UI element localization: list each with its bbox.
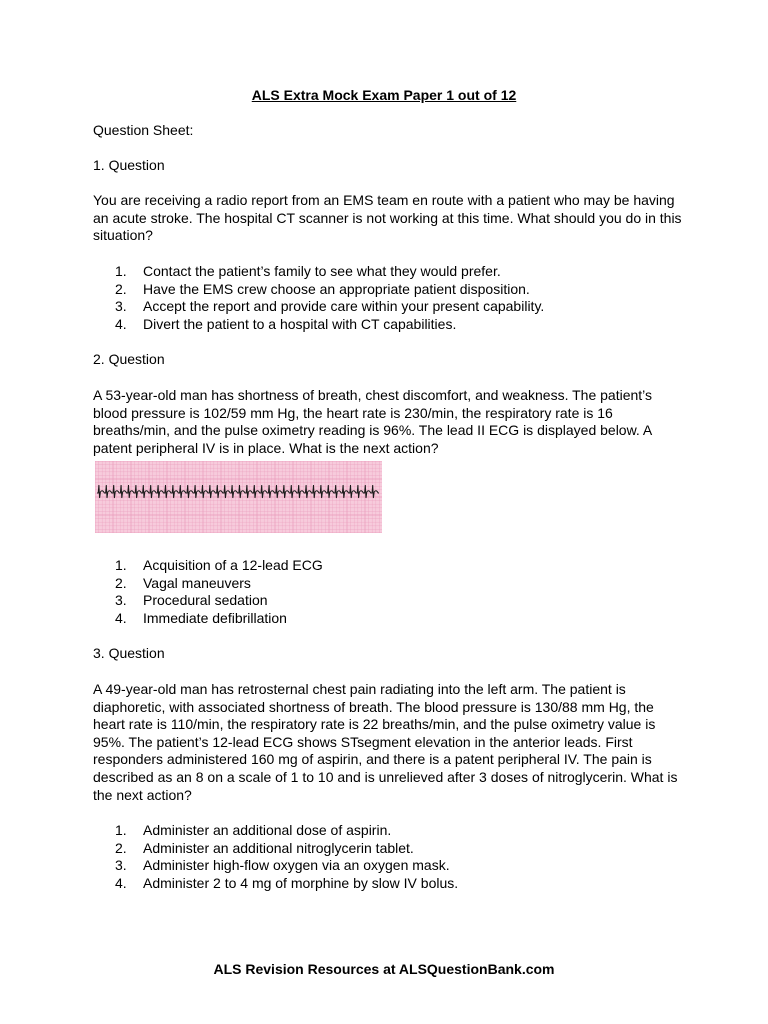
option-number: 2. bbox=[115, 574, 127, 591]
question-2-options bbox=[93, 557, 683, 627]
option-number: 1. bbox=[115, 557, 127, 573]
question-2-heading: 2. Question bbox=[93, 351, 165, 367]
option-text: Divert the patient to a hospital with CT capabilities. bbox=[143, 315, 457, 332]
option-item bbox=[93, 281, 683, 299]
question-1-text: You are receiving a radio report from an EMS team en route with a patient who may be having an acute stroke. The hospital CT scanner is not working at this time. What should you do in this situation? bbox=[93, 192, 682, 244]
option-text: Acquisition of a 12-lead ECG bbox=[143, 557, 323, 573]
option-item bbox=[93, 592, 683, 610]
option-text: Accept the report and provide care within your present capability. bbox=[143, 298, 545, 315]
question-3-text: A 49-year-old man has retrosternal chest pain radiating into the left arm. The patient is diaphoretic, with associated shortness of breath. The blood pressure is 130/88 mm Hg, the heart rate is 110/min, the respiratory rate is 22 breaths/min, and the pulse oximetry value is 95%. The patient’s 12-lead ECG shows STsegment elevation in the anterior leads. First responders administered 160 mg of aspirin, and there is a patent peripheral IV. The pain is described as an 8 on a scale of 1 to 10 and is unrelieved after 3 doses of nitroglycerin. What is the next action? bbox=[93, 681, 678, 803]
question-1-heading: 1. Question bbox=[93, 157, 165, 173]
option-number: 1. bbox=[115, 263, 127, 279]
page-title: ALS Extra Mock Exam Paper 1 out of 12 bbox=[251, 87, 517, 103]
option-item bbox=[93, 822, 683, 840]
option-number: 1. bbox=[115, 822, 127, 838]
question-2-text: A 53-year-old man has shortness of breath, chest discomfort, and weakness. The patient’s blood pressure is 102/59 mm Hg, the heart rate is 230/min, the respiratory rate is 16 breaths/min, and the pulse oximetry reading is 96%. The lead II ECG is displayed below. A patent peripheral IV is in place. What is the next action? bbox=[93, 387, 653, 456]
question-3-options bbox=[93, 822, 683, 892]
option-number: 3. bbox=[115, 857, 127, 874]
option-text: Administer high-flow oxygen via an oxygen mask. bbox=[143, 857, 450, 874]
option-text: Administer 2 to 4 mg of morphine by slow IV bolus. bbox=[143, 874, 459, 891]
ecg-grid bbox=[95, 461, 382, 533]
option-item bbox=[93, 316, 683, 334]
option-number: 2. bbox=[115, 839, 127, 856]
option-number: 4. bbox=[115, 874, 127, 891]
option-text: Administer an additional dose of aspirin. bbox=[143, 822, 392, 838]
option-text: Procedural sedation bbox=[143, 592, 268, 609]
option-number: 4. bbox=[115, 315, 127, 332]
option-number: 2. bbox=[115, 280, 127, 297]
option-text: Have the EMS crew choose an appropriate patient disposition. bbox=[143, 280, 530, 297]
option-text: Contact the patient’s family to see what they would prefer. bbox=[143, 263, 501, 279]
page-footer: ALS Revision Resources at ALSQuestionBank.com bbox=[213, 961, 555, 977]
question-3-heading: 3. Question bbox=[93, 645, 165, 661]
option-item bbox=[93, 875, 683, 893]
option-number: 3. bbox=[115, 298, 127, 315]
option-item bbox=[93, 263, 683, 281]
option-item bbox=[93, 857, 683, 875]
option-text: Vagal maneuvers bbox=[143, 574, 251, 591]
option-item bbox=[93, 298, 683, 316]
option-item bbox=[93, 557, 683, 575]
option-text: Immediate defibrillation bbox=[143, 609, 287, 626]
option-item bbox=[93, 575, 683, 593]
option-number: 3. bbox=[115, 592, 127, 609]
option-item bbox=[93, 840, 683, 858]
option-item bbox=[93, 610, 683, 628]
question-1-options bbox=[93, 263, 683, 333]
option-number: 4. bbox=[115, 609, 127, 626]
question-sheet-label: Question Sheet: bbox=[93, 122, 194, 138]
ecg-strip-image bbox=[95, 461, 382, 533]
option-text: Administer an additional nitroglycerin tablet. bbox=[143, 839, 414, 856]
